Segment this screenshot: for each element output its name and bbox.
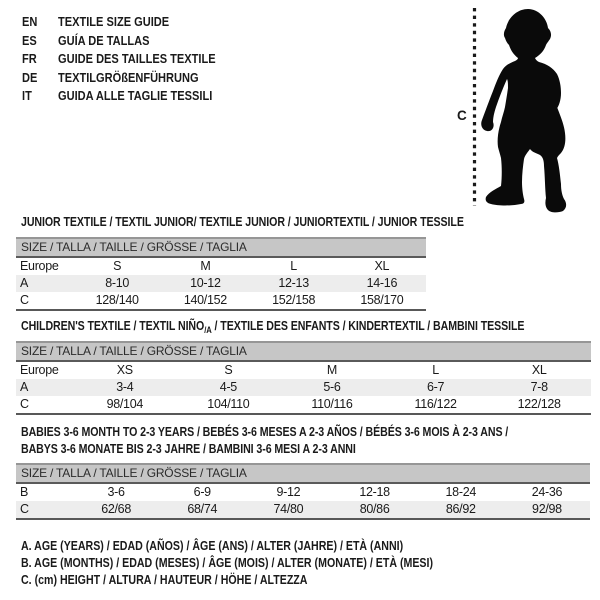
size-cell: 12-18: [359, 485, 390, 499]
size-cell: M: [200, 259, 211, 273]
size-cell: 74/80: [273, 502, 304, 516]
size-cell: 158/170: [360, 293, 404, 307]
height-measure-label: C: [457, 108, 467, 123]
size-cell: XL: [531, 363, 547, 377]
size-cell: 12-13: [278, 276, 309, 290]
size-header-bar: SIZE / TALLA / TAILLE / GRÖSSE / TAGLIA: [16, 237, 426, 258]
table-row-europe: [16, 258, 426, 275]
baby-height-figure: [445, 0, 600, 218]
size-cell: 122/128: [517, 397, 561, 411]
language-code: ES: [22, 32, 37, 48]
size-cell: 80/86: [359, 502, 390, 516]
size-cell: S: [224, 363, 233, 377]
table-row-b: [16, 484, 590, 501]
size-cell: 98/104: [106, 397, 144, 411]
row-label: B: [20, 485, 29, 499]
legend-line-b: B. AGE (MONTHS) / EDAD (MESES) / ÂGE (MOIS) / ALTER (MONATE) / ETÀ (MESI): [21, 556, 434, 570]
table-row-a: [16, 379, 591, 396]
table-row-europe: [16, 362, 591, 379]
size-cell: 24-36: [531, 485, 563, 499]
size-cell: 140/152: [183, 293, 227, 307]
legend: [21, 538, 506, 589]
babies-section-title: [21, 424, 594, 458]
size-cell: 14-16: [366, 276, 398, 290]
table-row-c: [16, 292, 426, 309]
row-label: Europe: [20, 259, 59, 273]
size-cell: 3-6: [107, 485, 125, 499]
size-cell: XL: [374, 259, 390, 273]
size-cell: 9-12: [276, 485, 301, 499]
babies-section-title-line1: BABIES 3-6 MONTH TO 2-3 YEARS / BEBÉS 3-6 MESES A 2-3 AÑOS / BÉBÉS 3-6 MOIS À 2-3 ANS /: [21, 425, 509, 439]
language-code: IT: [22, 88, 32, 104]
language-title: TEXTILGRÖßENFÜHRUNG: [58, 69, 199, 85]
legend-line-c: C. (cm) HEIGHT / ALTURA / HAUTEUR / HÖHE / ALTEZZA: [21, 573, 308, 587]
row-label: Europe: [20, 363, 59, 377]
size-cell: L: [290, 259, 297, 273]
size-cell: L: [432, 363, 439, 377]
size-header-bar: SIZE / TALLA / TAILLE / GRÖSSE / TAGLIA: [16, 463, 590, 484]
table-row-a: [16, 275, 426, 292]
language-title: GUIDA ALLE TAGLIE TESSILI: [58, 88, 213, 104]
babies-section-title-line2: BABYS 3-6 MONATE BIS 2-3 JAHRE / BAMBINI 3-6 MESI A 2-3 ANNI: [21, 442, 356, 456]
language-code: EN: [22, 14, 38, 29]
children-size-table: [16, 341, 591, 415]
row-label: C: [20, 502, 29, 516]
size-cell: 128/140: [95, 293, 139, 307]
language-code: DE: [22, 69, 38, 85]
legend-line-a: A. AGE (YEARS) / EDAD (AÑOS) / ÂGE (ANS) / ALTER (JAHRE) / ETÀ (ANNI): [21, 539, 404, 553]
table-row-c: [16, 396, 591, 413]
size-cell: 110/116: [311, 397, 353, 411]
babies-size-table: [16, 463, 590, 520]
size-cell: 104/110: [207, 397, 250, 411]
size-cell: 5-6: [323, 380, 341, 394]
nino-a-subscript: /A: [204, 325, 212, 335]
language-title: TEXTILE SIZE GUIDE: [58, 14, 170, 29]
size-header-bar: SIZE / TALLA / TAILLE / GRÖSSE / TAGLIA: [16, 341, 591, 362]
size-cell: 8-10: [105, 276, 130, 290]
row-label: C: [20, 397, 29, 411]
junior-section-title: JUNIOR TEXTILE / TEXTIL JUNIOR/ TEXTILE JUNIOR / JUNIORTEXTIL / JUNIOR TESSILE: [21, 215, 464, 229]
size-cell: 92/98: [532, 502, 562, 516]
size-cell: XS: [116, 363, 133, 377]
size-cell: 3-4: [116, 380, 134, 394]
size-cell: 62/68: [101, 502, 131, 516]
size-cell: S: [113, 259, 122, 273]
size-cell: 10-12: [190, 276, 221, 290]
table-row-c: [16, 501, 590, 518]
size-cell: 6-9: [193, 485, 211, 499]
size-cell: 4-5: [219, 380, 237, 394]
row-label: A: [20, 380, 29, 394]
size-cell: 6-7: [426, 380, 445, 394]
language-title: GUÍA DE TALLAS: [58, 32, 150, 48]
size-cell: 116/122: [414, 397, 457, 411]
language-code: FR: [22, 51, 37, 67]
children-section-title: CHILDREN'S TEXTILE / TEXTIL $NIÑO_{/A}$ / TEXTILE DES ENFANTS / KINDERTEXTIL / BAMBINI TESSILE: [21, 319, 525, 335]
junior-size-table: [16, 237, 426, 311]
row-label: C: [20, 293, 29, 307]
size-cell: 152/158: [272, 293, 316, 307]
row-label: A: [20, 276, 29, 290]
size-cell: 7-8: [530, 380, 548, 394]
baby-silhouette: [481, 9, 566, 212]
size-cell: 18-24: [445, 485, 477, 499]
size-cell: 68/74: [187, 502, 218, 516]
language-title: GUIDE DES TAILLES TEXTILE: [58, 51, 216, 67]
size-cell: 86/92: [445, 502, 476, 516]
size-cell: M: [326, 363, 338, 377]
